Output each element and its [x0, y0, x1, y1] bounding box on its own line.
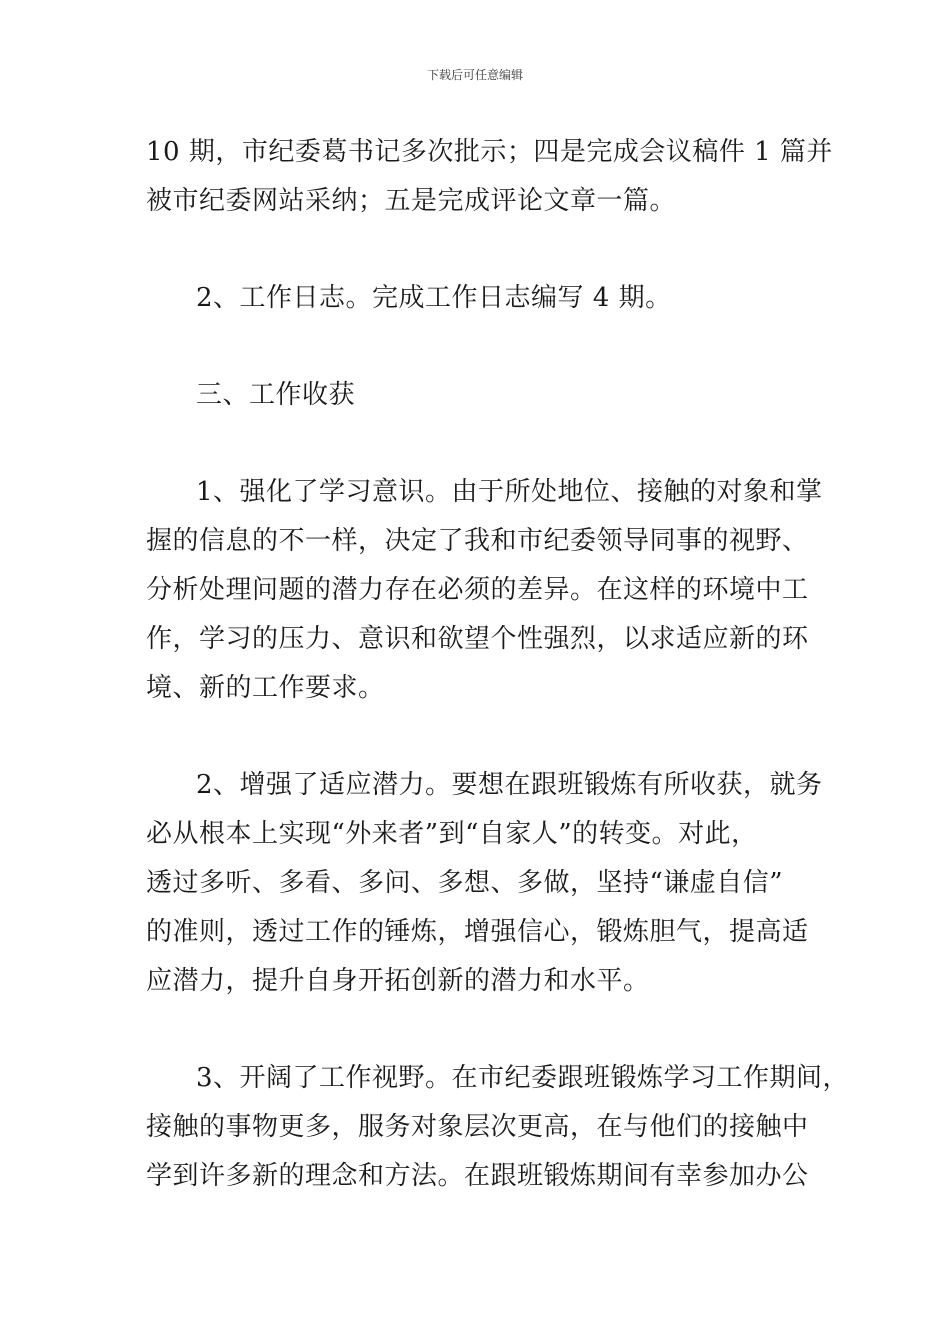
text-line: 3、开阔了工作视野。在市纪委跟班锻炼学习工作期间，	[196, 1063, 850, 1093]
paragraph	[146, 761, 823, 1006]
paragraph	[146, 274, 818, 323]
text-line: 10 期，市纪委葛书记多次批示；四是完成会议稿件 1 篇并	[146, 137, 833, 167]
text-line: 1、强化了学习意识。由于所处地位、接触的对象和掌	[196, 477, 823, 507]
text-line: 应潜力，提升自身开拓创新的潜力和水平。	[146, 966, 650, 996]
document-body	[146, 128, 850, 1201]
text-line: 2、增强了适应潜力。要想在跟班锻炼有所收获，就务	[196, 770, 823, 800]
text-line: 握的信息的不一样，决定了我和市纪委领导同事的视野、	[146, 526, 809, 556]
paragraph	[146, 468, 823, 713]
page-header: 下载后可任意编辑	[426, 68, 523, 82]
text-line: 必从根本上实现“外来者”到“自家人”的转变。对此，	[146, 819, 758, 849]
text-line: 接触的事物更多，服务对象层次更高，在与他们的接触中	[146, 1112, 809, 1142]
text-line: 境、新的工作要求。	[146, 673, 385, 703]
paragraph	[146, 1054, 850, 1201]
text-line: 透过多听、多看、多问、多想、多做，坚持“谦虚自信”	[146, 868, 784, 898]
text-line: 三、工作收获	[196, 380, 356, 410]
section-heading	[146, 371, 818, 420]
text-line: 分析处理问题的潜力存在必须的差异。在这样的环境中工	[146, 575, 809, 605]
text-line: 的准则，透过工作的锤炼，增强信心，锻炼胆气，提高适	[146, 917, 809, 947]
text-line: 学到许多新的理念和方法。在跟班锻炼期间有幸参加办公	[146, 1161, 809, 1191]
text-line: 被市纪委网站采纳；五是完成评论文章一篇。	[146, 186, 677, 216]
text-line: 2、工作日志。完成工作日志编写 4 期。	[196, 283, 672, 313]
text-line: 作，学习的压力、意识和欲望个性强烈，以求适应新的环	[146, 624, 809, 654]
paragraph	[146, 128, 833, 226]
